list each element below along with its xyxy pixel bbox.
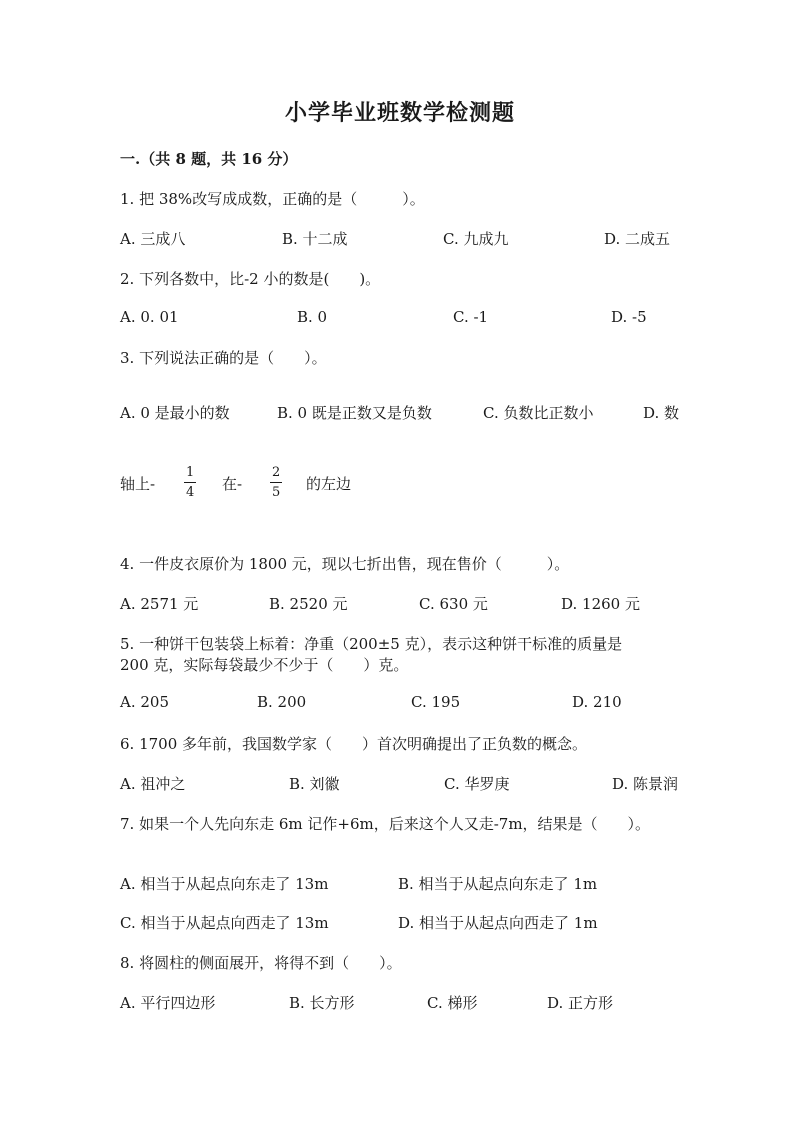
fraction-numerator: 2 [270, 466, 282, 483]
question-6-option-d: D. 陈景润 [612, 775, 679, 793]
fraction-denominator: 4 [186, 485, 195, 500]
question-1-option-d: D. 二成五 [604, 230, 671, 248]
question-1-option-a: A. 三成八 [120, 230, 186, 248]
section-heading: 一.（共 8 题，共 16 分） [120, 150, 298, 168]
question-3-option-c: C. 负数比正数小 [483, 404, 594, 422]
question-2-option-c: C. -1 [453, 308, 489, 326]
question-6-option-a: A. 祖冲之 [120, 775, 186, 793]
question-6-option-b: B. 刘徽 [289, 775, 340, 793]
question-7-option-c: C. 相当于从起点向西走了 13m [120, 914, 329, 932]
question-6-option-c: C. 华罗庚 [444, 775, 510, 793]
question-3-option-d-suffix: 的左边 [306, 475, 352, 493]
question-2-stem: 2. 下列各数中，比-2 小的数是( )。 [120, 270, 381, 288]
question-7-stem: 7. 如果一个人先向东走 6m 记作+6m，后来这个人又走-7m，结果是（ ）。 [120, 815, 651, 833]
question-7-option-b: B. 相当于从起点向东走了 1m [398, 875, 598, 893]
question-7-option-a: A. 相当于从起点向东走了 13m [120, 875, 329, 893]
fraction-numerator: 1 [184, 466, 196, 483]
question-5-stem-line2: 200 克，实际每袋最少不少于（ ）克。 [120, 656, 409, 674]
question-4-stem: 4. 一件皮衣原价为 1800 元，现以七折出售，现在售价（ ）。 [120, 555, 570, 573]
page-title: 小学毕业班数学检测题 [284, 100, 515, 126]
question-8-stem: 8. 将圆柱的侧面展开，将得不到（ ）。 [120, 954, 402, 972]
question-8-option-b: B. 长方形 [289, 994, 355, 1012]
question-6-stem: 6. 1700 多年前，我国数学家（ ）首次明确提出了正负数的概念。 [120, 735, 588, 753]
question-8-option-a: A. 平行四边形 [120, 994, 216, 1012]
question-5-option-c: C. 195 [411, 693, 461, 711]
question-5-stem-line1: 5. 一种饼干包装袋上标着：净重（200±5 克），表示这种饼干标准的质量是 [120, 635, 623, 653]
question-1-option-c: C. 九成九 [443, 230, 509, 248]
question-1-option-b: B. 十二成 [282, 230, 348, 248]
question-5-option-a: A. 205 [120, 693, 169, 711]
question-4-option-d: D. 1260 元 [561, 595, 640, 613]
question-3-option-d-mid: 在- [222, 475, 243, 493]
fraction-two-fifths [270, 466, 282, 499]
question-5-option-b: B. 200 [257, 693, 307, 711]
question-3-option-d: D. 数 [643, 404, 680, 422]
question-3-option-a: A. 0 是最小的数 [120, 404, 230, 422]
question-8-option-c: C. 梯形 [427, 994, 478, 1012]
question-2-option-a: A. 0. 01 [120, 308, 179, 326]
question-2-option-d: D. -5 [611, 308, 647, 326]
fraction-denominator: 5 [272, 485, 281, 500]
question-3-option-b: B. 0 既是正数又是负数 [277, 404, 432, 422]
question-2-option-b: B. 0 [297, 308, 328, 326]
question-4-option-c: C. 630 元 [419, 595, 488, 613]
question-4-option-a: A. 2571 元 [120, 595, 199, 613]
question-5-option-d: D. 210 [572, 693, 622, 711]
question-8-option-d: D. 正方形 [547, 994, 614, 1012]
question-7-option-d: D. 相当于从起点向西走了 1m [398, 914, 598, 932]
question-3-option-d-continued: 轴上- [120, 475, 156, 493]
question-1-stem: 1. 把 38%改写成成数，正确的是（ ）。 [120, 190, 425, 208]
question-3-stem: 3. 下列说法正确的是（ ）。 [120, 349, 327, 367]
question-4-option-b: B. 2520 元 [269, 595, 348, 613]
fraction-one-quarter [184, 466, 196, 499]
